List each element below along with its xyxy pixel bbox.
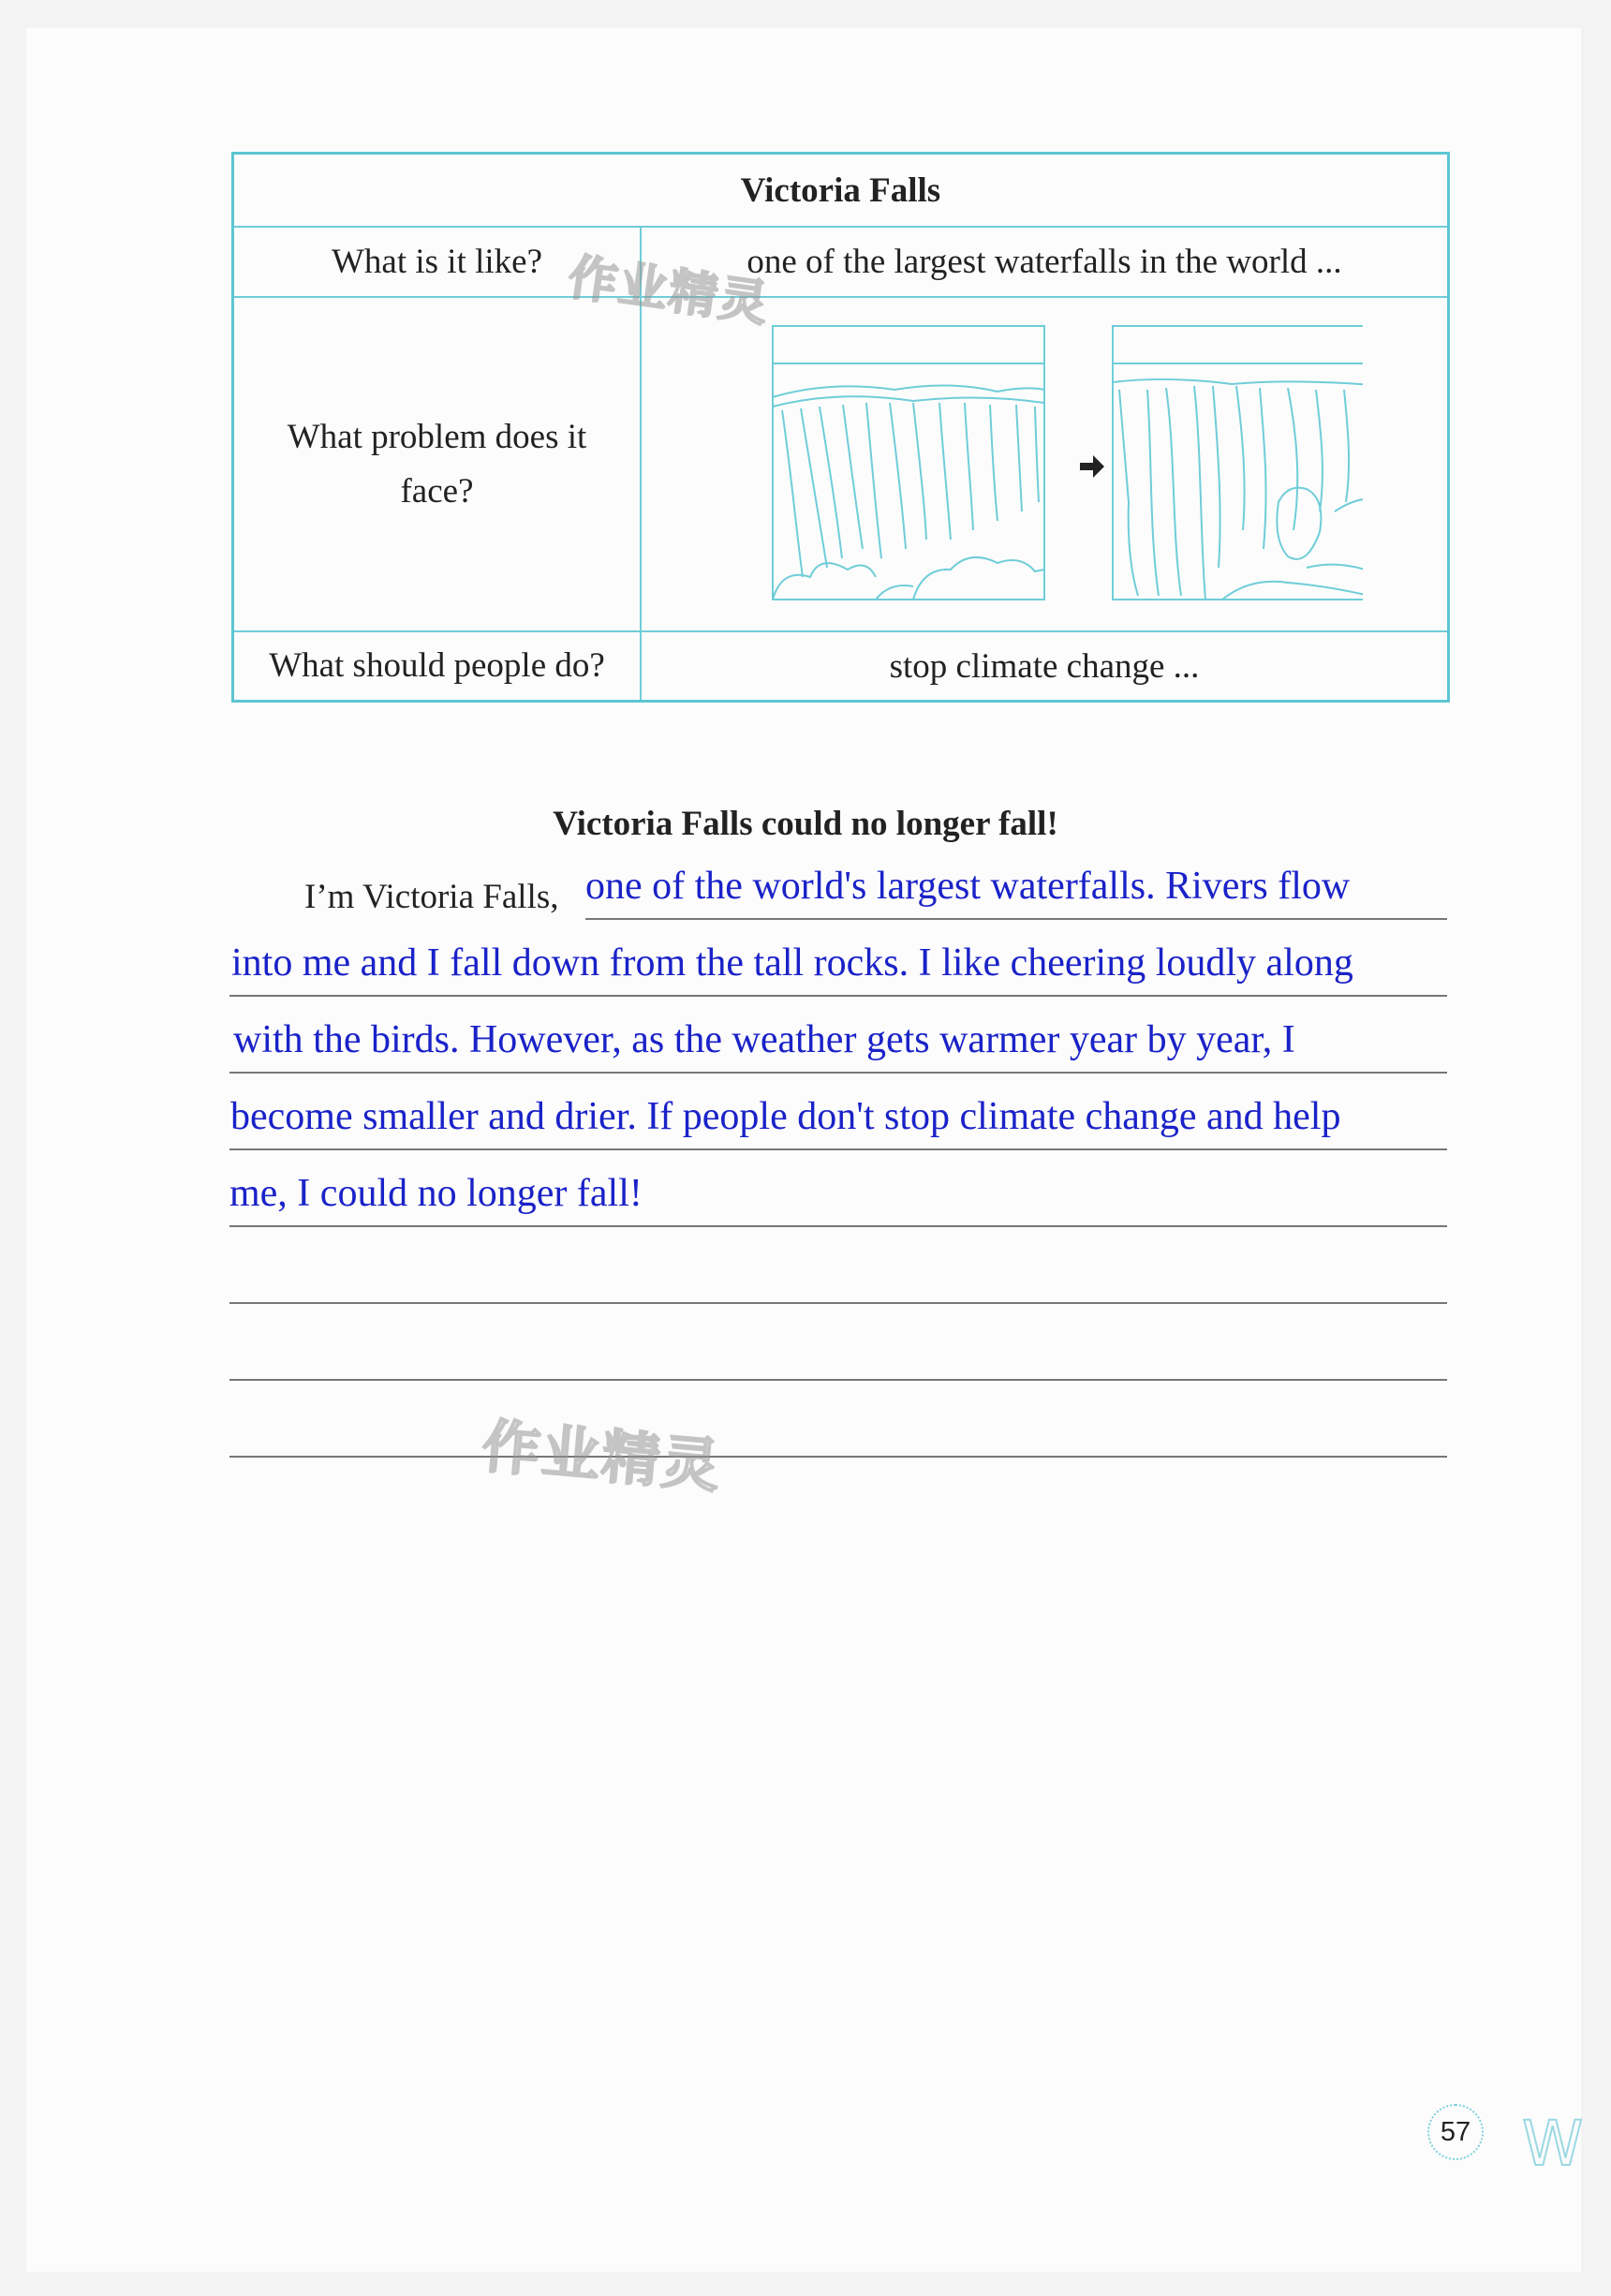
full-waterfall-picture	[773, 326, 1044, 600]
question-cell: What is it like?	[233, 227, 642, 297]
waterfall-pictures-cell	[641, 297, 1449, 631]
corner-w-mark: W	[1522, 2108, 1584, 2180]
writing-line	[229, 1456, 1447, 1458]
answer-cell: stop climate change ...	[641, 631, 1449, 702]
question-text: What problem does it face?	[287, 417, 587, 511]
table-row	[233, 631, 1449, 702]
essay-title: Victoria Falls could no longer fall!	[553, 805, 1058, 843]
watermark: 作业精灵	[565, 249, 774, 333]
victoria-falls-table	[231, 152, 1450, 703]
table-row	[233, 297, 1449, 631]
writing-line	[229, 1379, 1447, 1381]
writing-line	[229, 1302, 1447, 1304]
question-cell: What should people do?	[233, 631, 642, 702]
writing-line	[229, 995, 1447, 997]
writing-line	[229, 1148, 1447, 1150]
table-title: Victoria Falls	[233, 154, 1449, 228]
table-row	[233, 227, 1449, 297]
writing-line	[229, 1072, 1447, 1074]
handwritten-line: into me and I fall down from the tall rocks. I like cheering loudly along	[231, 941, 1353, 985]
waterfall-comparison-illustration	[726, 324, 1363, 605]
writing-line	[585, 918, 1447, 920]
handwritten-line: with the birds. However, as the weather gets warmer year by year, I	[233, 1018, 1295, 1061]
dried-waterfall-picture	[1113, 326, 1363, 600]
handwritten-line: me, I could no longer fall!	[229, 1172, 643, 1215]
question-cell	[233, 297, 642, 631]
answer-cell: one of the largest waterfalls in the world ...	[641, 227, 1449, 297]
arrow-right-icon	[1080, 455, 1104, 478]
handwritten-line: one of the world's largest waterfalls. Rivers flow	[585, 865, 1351, 908]
handwritten-line: become smaller and drier. If people don't stop climate change and help	[230, 1095, 1341, 1138]
essay-prompt: I’m Victoria Falls,	[304, 878, 559, 916]
watermark: 作业精灵	[479, 1411, 725, 1501]
page-number: 57	[1427, 2104, 1484, 2160]
writing-line	[229, 1225, 1447, 1227]
